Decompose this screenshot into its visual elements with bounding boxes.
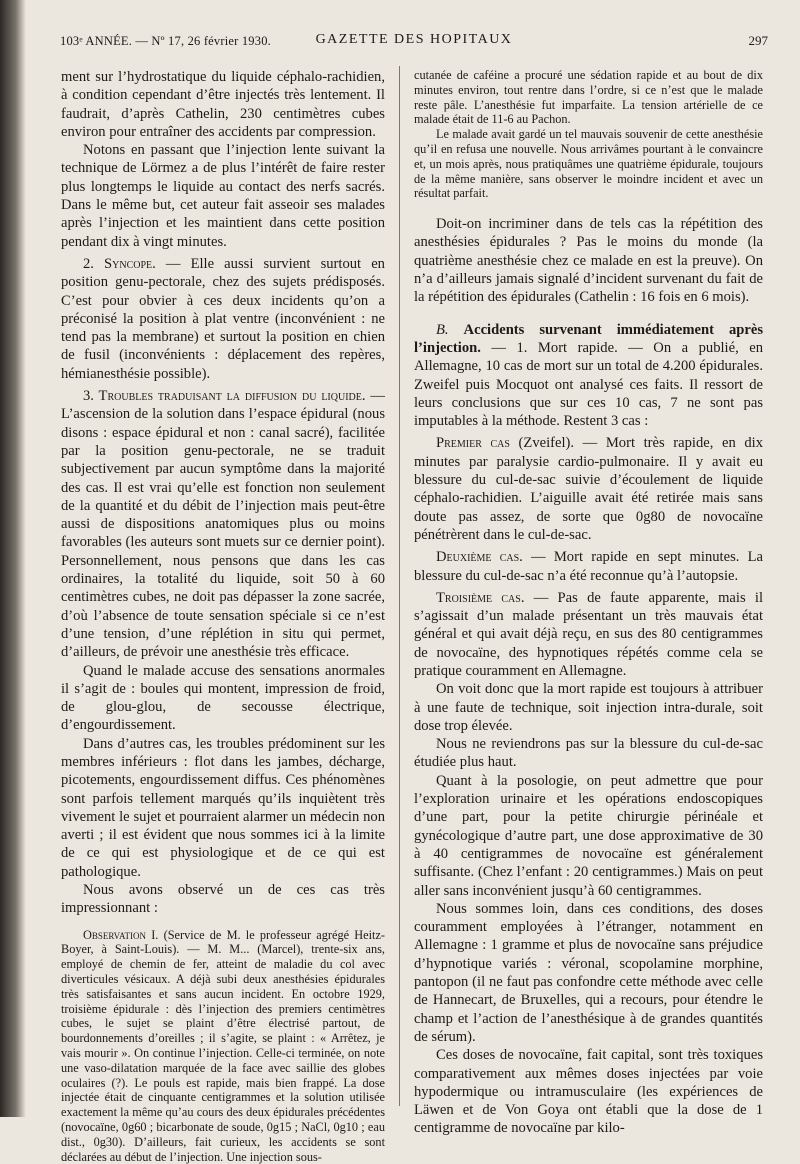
left-column [61, 68, 385, 1164]
paragraph: 2. Syncope. — Elle aussi survient surtout en position genu-pectorale, chez des sujets prédisposés. C’est pour obvier à ces deux incidents qu’on a préconisé la position à plat ventre (inconvénient : ne tend pas la membrane) et surtout la position en chien de fusil (inconvénients : déplacement des repères, hémianesthésie possible). [61, 255, 385, 382]
paragraph: On voit donc que la mort rapide est toujours à attribuer à une faute de technique, soit injection intra-durale, soit dose trop élevée. [414, 681, 763, 734]
page-number: 297 [748, 33, 768, 48]
paragraph: Ces doses de novocaïne, fait capital, sont très toxiques comparativement aux mêmes doses injectées par voie hypodermique ou intramusculaire (les expériences de Läwen et de Von Goya ont établi que la dose de 1 centigramme de novocaïne par kilo- [414, 1047, 763, 1137]
right-column [414, 68, 763, 1138]
section-label: 2. Syncope. [83, 255, 156, 272]
case-label: Premier cas [436, 435, 510, 452]
observation-continued: cutanée de caféine a procuré une sédation rapide et au bout de dix minutes environ, tout rentre dans l’ordre, si ce n’est que le malade reste pâle. L’anesthésie fut imparfaite. La tension artérielle de ce malade était de 11-6 au Pachon. [414, 68, 763, 127]
section-label: 3. Troubles traduisant la diffusion du liquide. [83, 388, 366, 405]
observation-label: Observation I. [83, 927, 159, 942]
paragraph: Nous ne reviendrons pas sur la blessure du cul-de-sac étudiée plus haut. [414, 736, 763, 771]
page-shadow-edge [0, 0, 26, 1117]
issue-line: 103ᵉ ANNÉE. — Nº 17, 26 février 1930. [60, 34, 271, 48]
paragraph: Notons en passant que l’injection lente suivant la technique de Lörmez a de plus l’intérêt de faire rester plus longtemps le liquide au contact des nerfs sacrés. Dans le même but, cet auteur fait asseoir ses malades après l’injection et les maintient dans cette position pendant dix à vingt minutes. [61, 142, 385, 250]
page-header [60, 30, 768, 50]
paragraph: Nous avons observé un de ces cas très impressionnant : [61, 882, 385, 917]
section-heading: Accidents survenant immédiatement après l’injection. [414, 321, 763, 356]
paragraph: 3. Troubles traduisant la diffusion du liquide. — L’ascension de la solution dans l’espace épidural (nous disons : espace épidural et non : canal sacré), facilitée par la position genu-pectorale, ne se traduit subjectivement par aucun symptôme dans la majorité des cas. Il est vrai qu’elle est fonction non seulement de la quantité et du débit de l’injection mais peut-être aussi de dispositions anatomiques plus ou moins favorables (les auteurs sont muets sur ce dernier point). Personnellement, nous pensons que dans les cas ordinaires, la totalité du liquide, soit 50 à 60 centimètres cubes, ne doit pas dépasser la zone sacrée, d’où l’absence de toute sensation spéciale si ce n’est d’une tension, d’une réplétion in situ qui permet, d’ailleurs, de prévoir une anesthésie très efficace. [61, 388, 385, 661]
paragraph: Quand le malade accuse des sensations anormales il s’agit de : boules qui montent, impression de froid, de glou-glou, de secousse électrique, d’engourdissement. [61, 662, 385, 734]
observation-note: Observation I. (Service de M. le professeur agrégé Heitz-Boyer, à Saint-Louis). — M. M... (Marcel), trente-six ans, employé de chemin de fer, atteint de maladie du col avec diverticules vésicaux. A déjà subi deux anesthésies épidurales très satisfaisantes et sans aucun incident. En octobre 1929, troisième épidurale : dès l’injection des premiers centimètres cubes, le sujet se plaint d’être électrisé partout, de bourdonnements d’oreilles ; il s’agite, se plaint : « Arrêtez, je vais mourir ». On continue l’injection. Celle-ci terminée, on note une vaso-dilatation marquée de la face avec saillie des globes oculaires (?). Le pouls est rapide, mais bien frappé. La dose injectée était de cinquante centigrammes et la solution utilisée exactement la même qu’au cours des deux épidurales précédentes (novocaïne, 0g60 ; bicarbonate de soude, 0g15 ; NaCl, 0g10 ; eau dist., 0g30). D’ailleurs, fait curieux, les accidents se sont déclarées au début de l’injection. Une injection sous- [61, 927, 386, 1164]
paragraph: Nous sommes loin, dans ces conditions, des doses couramment employées à l’étranger, notamment en Allemagne : 1 gramme et plus de novocaïne sans préjudice d’hypnotique variés : véronal, scopolamine morphine, pantopon (il ne faut pas confondre cette méthode avec celle de Hannecart, de Bruxelles, qui a recours, pour étendre le champ et l’action de l’anesthésique à de grandes quantités de sérum). [414, 900, 763, 1045]
column-divider [399, 66, 400, 1106]
journal-title: GAZETTE DES HOPITAUX [315, 32, 513, 47]
paragraph: Dans d’autres cas, les troubles prédominent sur les membres inférieurs : flot dans les jambes, décharge, picotements, engourdissement diffus. Ces phénomènes sont parfois tellement marqués qu’ils inquiètent très vivement le sujet et pourraient alarmer un médecin non averti ; il est évident que nous sommes ici à la limite de ce qui est physiologique et de ce qui est pathologique. [61, 735, 385, 880]
section-heading-paragraph: B. Accidents survenant immédiatement après l’injection. — 1. Mort rapide. — On a publié, en Allemagne, 10 cas de mort sur un total de 4.200 épidurales. Zweifel puis Mocquot ont analysé ces faits. Il ressort de leurs conclusions que sur ces 10 cas, 7 ne sont pas imputables à la méthode. Restent 3 cas : [414, 321, 763, 430]
paragraph: Premier cas (Zveifel). — Mort très rapide, en dix minutes par paralysie cardio-pulmonaire. Il y avait eu blessure du cul-de-sac suivie d’écoulement de liquide céphalo-rachidien. L’aiguille avait été retirée mais sans doute pas assez, de sorte que 0g80 de novocaïne pénétrèrent dans le cul-de-sac. [414, 435, 763, 543]
paragraph: Deuxième cas. — Mort rapide en sept minutes. La blessure du cul-de-sac n’a été reconnue qu’à l’autopsie. [414, 549, 764, 584]
paragraph: Doit-on incriminer dans de tels cas la répétition des anesthésies épidurales ? Pas le moins du monde (la quatrième anesthésie chez ce malade en est la preuve). On n’a d’ailleurs jamais signalé d’incident survenant du fait de la répétition des épidurales (Cathelin : 16 fois en 6 mois). [414, 216, 763, 306]
paragraph: Quant à la posologie, on peut admettre que pour l’exploration urinaire et les opérations endoscopiques d’une part, pour la petite chirurgie périnéale et gynécologique d’autre part, une dose approximative de 30 à 40 centigrammes de novocaïne est généralement suffisante. (Chez l’enfant : 20 centigrammes.) Mais on peut aller sans inconvénient jusqu’à 60 centigrammes. [414, 772, 763, 899]
case-label: Troisième cas. [436, 589, 525, 606]
case-label: Deuxième cas. [436, 549, 523, 566]
paragraph: ment sur l’hydrostatique du liquide céphalo-rachidien, à condition cependant d’être injectés très lentement. Il faudrait, d’après Cathelin, 230 centimètres cubes environ pour entraîner des accidents par compression. [61, 69, 385, 140]
paragraph: Troisième cas. — Pas de faute apparente, mais il s’agissait d’un malade présentant un très mauvais état général et qui avait déjà reçu, en sus des 80 centigrammes de novocaïne, des hypnotiques répétés comme cela se pratique couramment en Allemagne. [414, 589, 763, 679]
observation-continued: Le malade avait gardé un tel mauvais souvenir de cette anesthésie qu’il en refusa une nouvelle. Nous arrivâmes pourtant à le convaincre et, un mois après, nous pratiquâmes une quatrième épidurale, toujours de la même manière, sans observer le moindre incident et avec un résultat parfait. [414, 127, 763, 201]
